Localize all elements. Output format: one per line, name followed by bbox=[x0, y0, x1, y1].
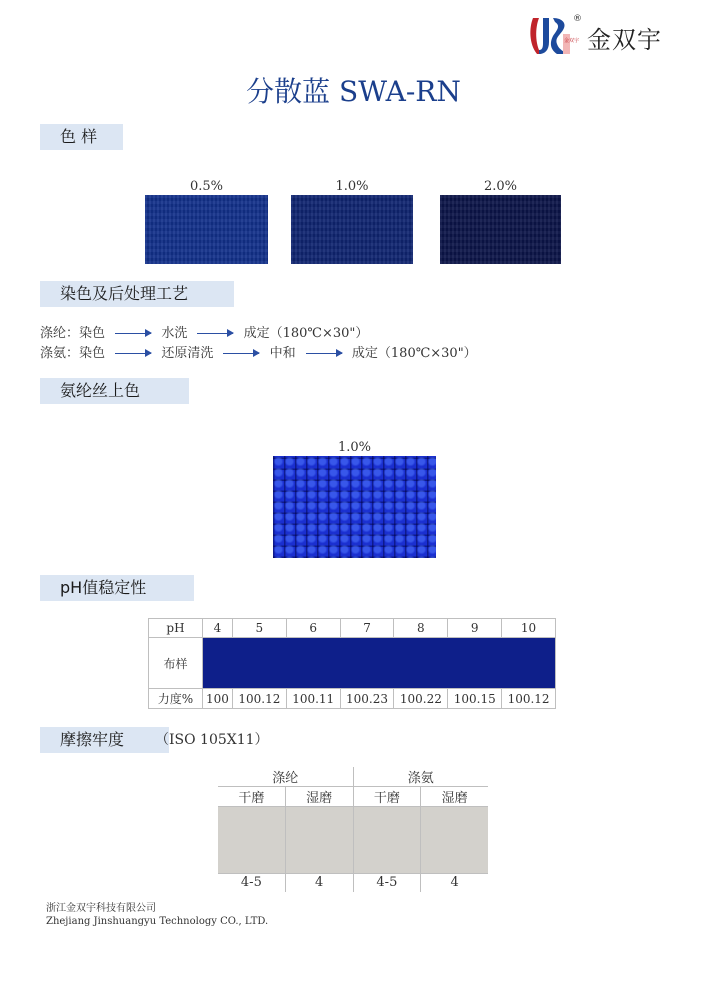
rating-value: 4 bbox=[421, 874, 488, 892]
sample-row-label: 布样 bbox=[149, 638, 203, 689]
swatch-label: 0.5% bbox=[189, 179, 224, 194]
process-step: 水洗 bbox=[161, 326, 188, 341]
sub-header: 干磨 bbox=[353, 787, 421, 807]
ph-fabric-strip bbox=[203, 638, 556, 689]
ph-row bbox=[149, 619, 556, 638]
arrow-right-icon bbox=[197, 333, 233, 334]
arrow-right-icon bbox=[115, 333, 151, 334]
ph-value: 10 bbox=[502, 619, 556, 638]
process-fiber: 涤纶： bbox=[40, 326, 80, 341]
process-step: 成定（180℃×30"） bbox=[243, 326, 369, 341]
ph-value: 7 bbox=[340, 619, 394, 638]
process-step: 染色 bbox=[79, 346, 106, 361]
sub-header: 干磨 bbox=[218, 787, 285, 807]
ph-value: 5 bbox=[232, 619, 286, 638]
section-header-process: 染色及后处理工艺 bbox=[40, 281, 234, 307]
rating-row bbox=[218, 874, 488, 892]
sub-header: 湿磨 bbox=[421, 787, 488, 807]
color-swatch-0.5 bbox=[145, 195, 268, 264]
ph-stability-table bbox=[148, 618, 556, 709]
rub-cloth bbox=[353, 807, 421, 874]
rub-cloth bbox=[285, 807, 353, 874]
arrow-right-icon bbox=[306, 353, 342, 354]
color-swatch-1.0 bbox=[291, 195, 413, 264]
strength-value: 100.22 bbox=[394, 689, 448, 709]
section-header-spandex: 氨纶丝上色 bbox=[40, 378, 189, 404]
group-header: 涤氨 bbox=[353, 767, 488, 787]
company-name-en: Zhejiang Jinshuangyu Technology CO., LTD. bbox=[46, 916, 269, 927]
group-row bbox=[218, 767, 488, 787]
sub-header: 湿磨 bbox=[285, 787, 353, 807]
rubbing-standard: （ISO 105X11） bbox=[155, 732, 269, 748]
section-header-color-sample: 色 样 bbox=[40, 124, 123, 150]
ph-value: 6 bbox=[286, 619, 340, 638]
section-header-rubbing: 摩擦牢度 bbox=[40, 727, 169, 753]
sample-row bbox=[149, 638, 556, 689]
page-title: 分散蓝 SWA-RN bbox=[246, 75, 461, 108]
strength-value: 100.23 bbox=[340, 689, 394, 709]
strength-value: 100.11 bbox=[286, 689, 340, 709]
sub-row bbox=[218, 787, 488, 807]
svg-text:金双宇: 金双宇 bbox=[564, 38, 580, 44]
strength-value: 100.12 bbox=[232, 689, 286, 709]
section-header-ph: pH值稳定性 bbox=[40, 575, 194, 601]
spandex-swatch bbox=[273, 456, 436, 558]
company-logo bbox=[527, 14, 687, 58]
process-line-polyester bbox=[40, 322, 368, 341]
arrow-right-icon bbox=[223, 353, 259, 354]
footer bbox=[46, 902, 268, 928]
color-swatch-2.0 bbox=[440, 195, 561, 264]
strength-value: 100.15 bbox=[448, 689, 502, 709]
ph-value: 8 bbox=[394, 619, 448, 638]
rating-value: 4-5 bbox=[353, 874, 421, 892]
process-step: 还原清洗 bbox=[161, 346, 214, 361]
arrow-right-icon bbox=[115, 353, 151, 354]
strength-value: 100.12 bbox=[502, 689, 556, 709]
logo-mark-icon bbox=[527, 14, 580, 58]
registered-mark: ® bbox=[573, 14, 582, 24]
process-step: 染色 bbox=[79, 326, 106, 341]
swatch-label: 1.0% bbox=[335, 179, 369, 194]
rubbing-fastness-table bbox=[218, 767, 488, 892]
group-header: 涤纶 bbox=[218, 767, 353, 787]
rating-value: 4 bbox=[285, 874, 353, 892]
process-line-poly-spandex bbox=[40, 342, 477, 361]
rating-value: 4-5 bbox=[218, 874, 285, 892]
brand-name: 金双宇 bbox=[587, 26, 662, 54]
ph-value: 9 bbox=[448, 619, 502, 638]
cloth-row bbox=[218, 807, 488, 874]
ph-row-label: pH bbox=[149, 619, 203, 638]
process-fiber: 涤氨： bbox=[40, 346, 80, 361]
strength-row bbox=[149, 689, 556, 709]
process-step: 成定（180℃×30"） bbox=[351, 346, 477, 361]
process-step: 中和 bbox=[269, 346, 296, 361]
swatch-label: 2.0% bbox=[483, 179, 518, 194]
strength-value: 100 bbox=[203, 689, 233, 709]
ph-value: 4 bbox=[203, 619, 233, 638]
rub-cloth bbox=[421, 807, 488, 874]
rub-cloth bbox=[218, 807, 285, 874]
company-name-cn: 浙江金双宇科技有限公司 bbox=[46, 903, 156, 914]
strength-row-label: 力度% bbox=[149, 689, 203, 709]
spandex-label: 1.0% bbox=[337, 440, 372, 455]
